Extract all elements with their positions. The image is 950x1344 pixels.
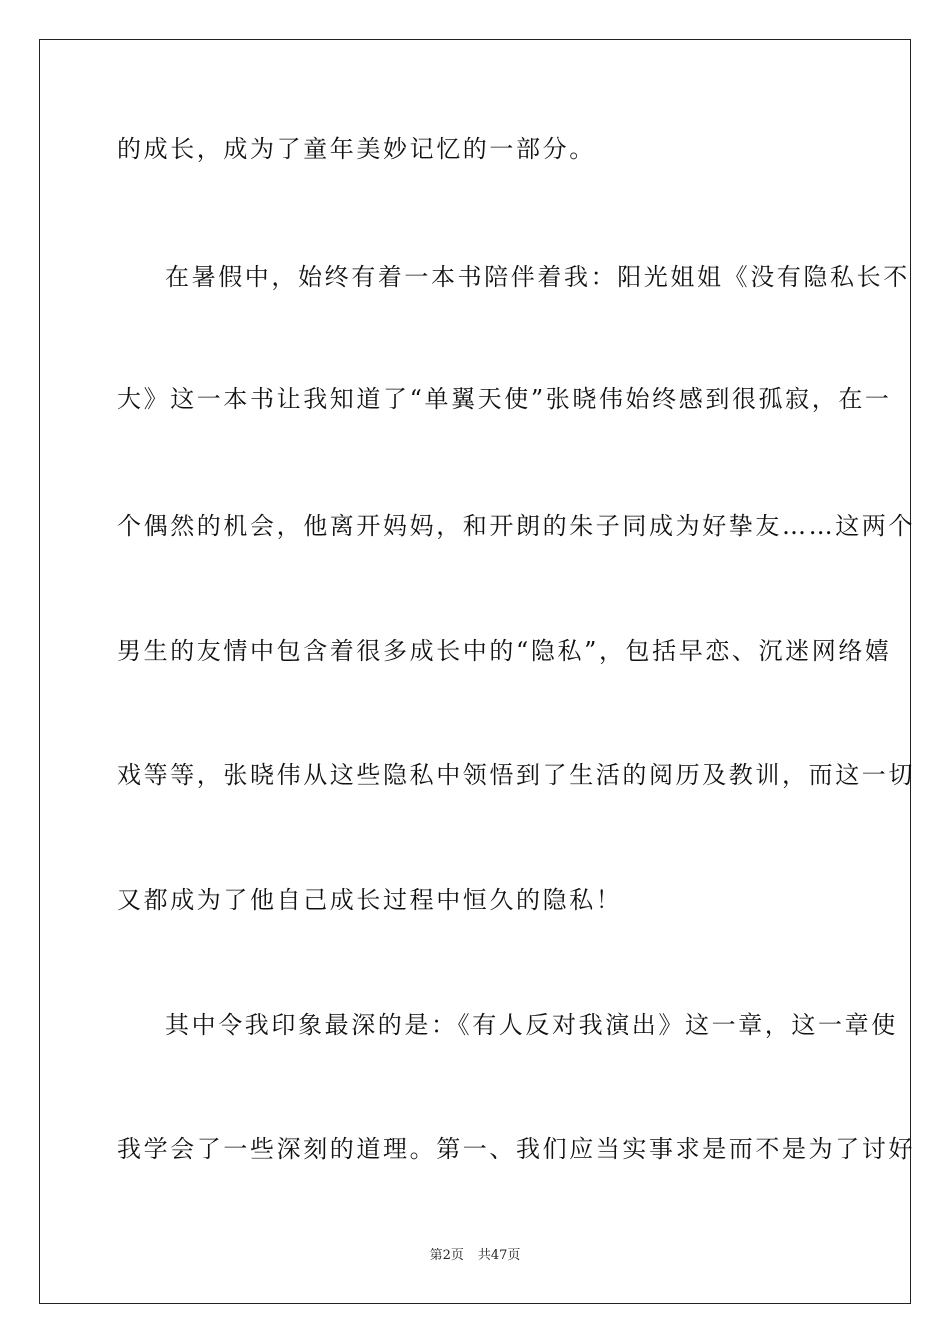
text-line: 男生的友情中包含着很多成长中的“隐私”，包括早恋、沉迷网络嬉 <box>117 637 892 665</box>
text-line: 其中令我印象最深的是：《有人反对我演出》这一章，这一章使 <box>165 1011 898 1039</box>
text-line: 戏等等，张晓伟从这些隐私中领悟到了生活的阅历及教训，而这一切 <box>117 761 915 789</box>
page-footer <box>0 1247 950 1265</box>
text-line: 我学会了一些深刻的道理。第一、我们应当实事求是而不是为了讨好 <box>117 1135 915 1163</box>
page-number: 第2页 <box>429 1248 464 1263</box>
text-line: 又都成为了他自己成长过程中恒久的隐私！ <box>117 886 623 914</box>
page-total: 共47页 <box>477 1248 521 1263</box>
page-border <box>39 39 915 1304</box>
text-line: 大》这一本书让我知道了“单翼天使”张晓伟始终感到很孤寂，在一 <box>117 385 892 413</box>
text-line: 的成长，成为了童年美妙记忆的一部分。 <box>117 135 596 163</box>
text-line: 在暑假中，始终有着一本书陪伴着我：阳光姐姐《没有隐私长不 <box>165 263 910 291</box>
text-line: 个偶然的机会，他离开妈妈，和开朗的朱子同成为好挚友……这两个 <box>117 512 915 540</box>
